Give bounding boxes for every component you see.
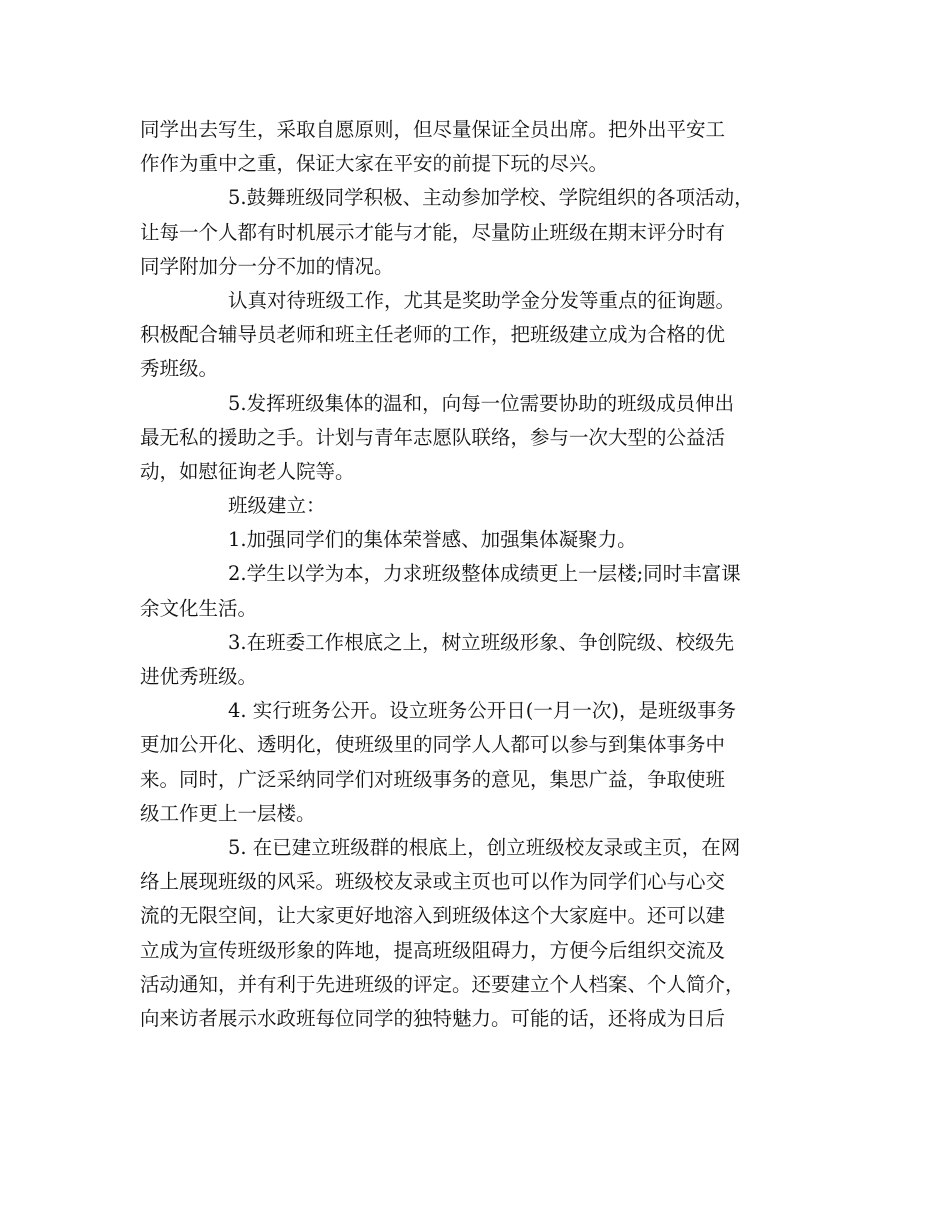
text-line: 来。同时，广泛采纳同学们对班级事务的意见，集思广益，争取使班 [140, 767, 726, 791]
text-line: 活动通知，并有利于先进班级的评定。还要建立个人档案、个人简介， [140, 972, 745, 996]
text-line: 5.鼓舞班级同学积极、主动参加学校、学院组织的各项活动， [228, 186, 754, 210]
text-line: 更加公开化、透明化，使班级里的同学人人都可以参与到集体事务中 [140, 733, 726, 757]
text-line: 动，如慰征询老人院等。 [140, 459, 355, 483]
text-line: 作作为重中之重，保证大家在平安的前提下玩的尽兴。 [140, 152, 609, 176]
text-line: 同学出去写生，采取自愿原则，但尽量保证全员出席。把外出平安工 [140, 118, 726, 141]
text-line: 立成为宣传班级形象的阵地，提高班级阻碍力，方便今后组织交流及 [140, 938, 726, 962]
text-line: 级工作更上一层楼。 [140, 801, 316, 825]
text-line: 5.发挥班级集体的温和，向每一位需要协助的班级成员伸出 [228, 391, 735, 415]
section-heading: 班级建立： [228, 494, 326, 518]
text-line: 4. 实行班务公开。设立班务公开日(一月一次)，是班级事务 [228, 699, 737, 723]
text-line: 5. 在已建立班级群的根底上，创立班级校友录或主页，在网 [228, 835, 741, 859]
text-line: 流的无限空间，让大家更好地溶入到班级体这个大家庭中。还可以建 [140, 904, 726, 928]
text-line: 同学附加分一分不加的情况。 [140, 254, 394, 278]
body-text [140, 113, 810, 1036]
text-line: 进优秀班级。 [140, 665, 258, 688]
text-line: 最无私的援助之手。计划与青年志愿队联络，参与一次大型的公益活 [140, 425, 726, 449]
text-line: 认真对待班级工作，尤其是奖助学金分发等重点的征询题。 [228, 288, 736, 312]
text-line: 余文化生活。 [140, 596, 258, 620]
text-line: 1.加强同学们的集体荣誉感、加强集体凝聚力。 [228, 528, 637, 552]
text-line: 让每一个人都有时机展示才能与才能，尽量防止班级在期末评分时有 [140, 220, 726, 244]
text-line: 络上展现班级的风采。班级校友录或主页也可以作为同学们心与心交 [140, 870, 726, 894]
text-line: 3.在班委工作根底之上，树立班级形象、争创院级、校级先 [228, 630, 735, 654]
text-line: 积极配合辅导员老师和班主任老师的工作，把班级建立成为合格的优 [140, 323, 726, 347]
text-line: 秀班级。 [140, 357, 219, 381]
text-line: 2.学生以学为本，力求班级整体成绩更上一层楼;同时丰富课 [228, 562, 741, 586]
text-line: 向来访者展示水政班每位同学的独特魅力。可能的话，还将成为日后 [140, 1006, 726, 1030]
